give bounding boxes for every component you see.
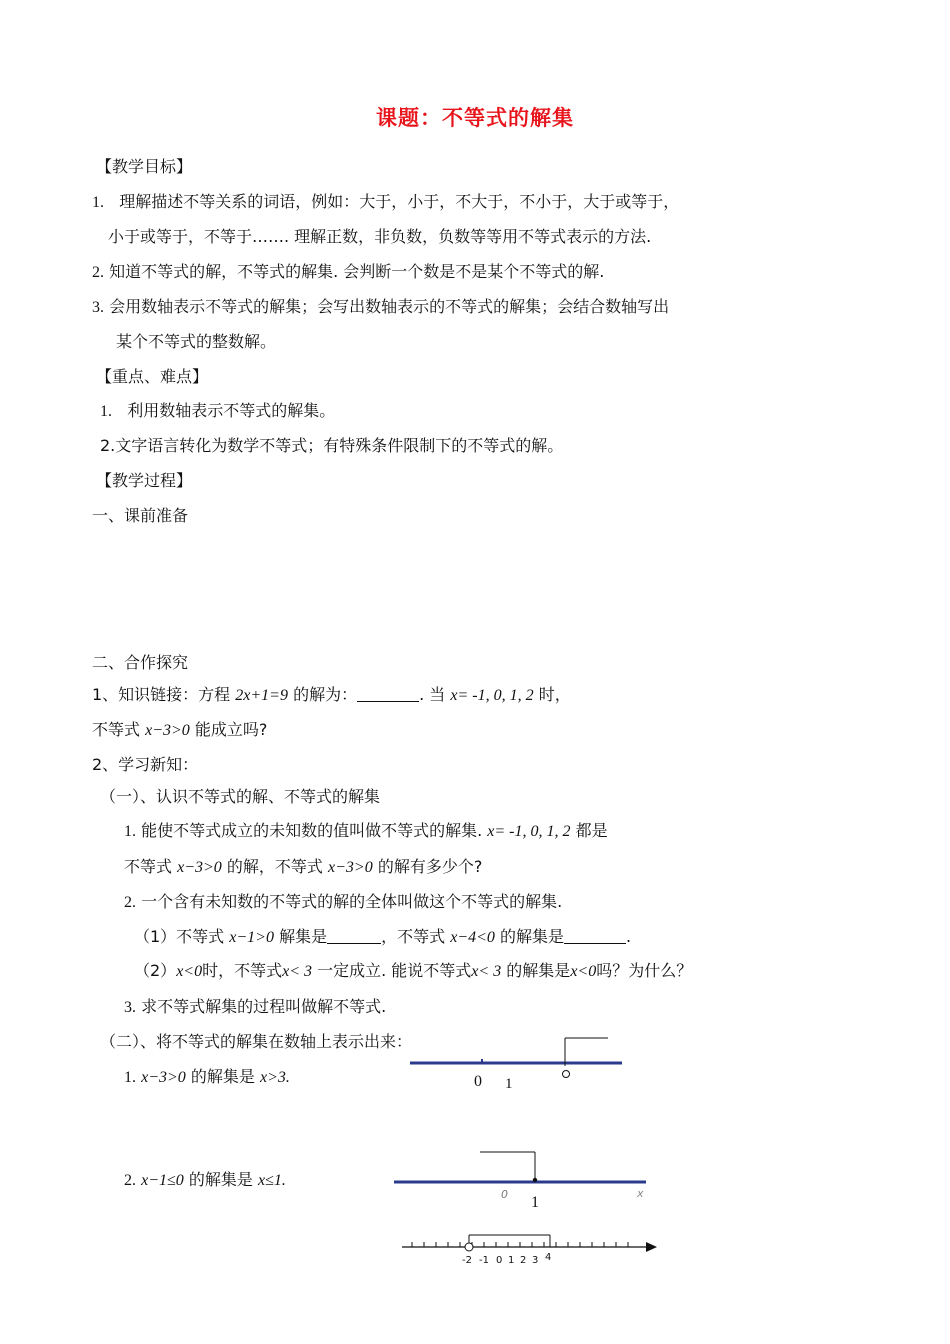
definition-3-line — [124, 996, 386, 1019]
goal-2-line — [92, 261, 604, 284]
definition-1-line-b — [124, 856, 482, 879]
definition-2-line — [124, 891, 562, 914]
heading-goals: 【教学目标】 — [96, 157, 193, 176]
question-1-solution-label-2: 的解集是 — [500, 927, 565, 946]
axis-3-label-1: 1 — [508, 1255, 515, 1266]
section-2-title: 二、合作探究 — [92, 653, 189, 672]
keypoint-1-number: 1. — [100, 403, 112, 420]
example-1-inequality: x−3>0 — [141, 1069, 186, 1086]
question-2-text-a: 时，不等式 — [202, 961, 283, 980]
definition-1-are: 都是 — [575, 821, 608, 840]
definition-1-text: 能使不等式成立的未知数的值叫做不等式的解集. — [141, 821, 483, 840]
goal-2-number: 2. — [92, 264, 104, 281]
x-values: x= -1, 0, 1, 2 — [450, 687, 534, 704]
example-1-number: 1. — [124, 1069, 136, 1086]
question-2-text-b: 一定成立. 能说不等式 — [317, 961, 472, 980]
learn-new-title: 2、学习新知： — [92, 755, 199, 774]
example-1-text: 的解集是 — [190, 1067, 255, 1086]
answer-blank-2[interactable] — [327, 927, 381, 944]
question-2-x-less-0: x<0 — [176, 963, 203, 980]
keypoint-1-line — [100, 400, 335, 423]
goal-1-text-a: 理解描述不等关系的词语，例如：大于，小于，不大于，不小于，大于或等于， — [119, 192, 680, 211]
definition-1-question: 的解有多少个? — [377, 857, 483, 876]
axis-2-label-x: x — [637, 1187, 644, 1200]
solution-prompt: 的解为： — [293, 685, 358, 704]
example-1-line — [124, 1066, 290, 1089]
axis-3-label-3: 3 — [532, 1255, 539, 1266]
can-hold-question: 能成立吗? — [194, 720, 268, 739]
definition-1-inequality-label: 不等式 — [124, 857, 173, 876]
part-2-title: （二）、将不等式的解集在数轴上表示出来： — [100, 1032, 413, 1051]
number-line-1 — [400, 1030, 640, 1100]
definition-2-text: 一个含有未知数的不等式的解的全体叫做这个不等式的解集. — [141, 892, 563, 911]
heading-process: 【教学过程】 — [96, 471, 193, 490]
goal-3-line-a — [92, 296, 669, 319]
question-2-x-less-0-b: x<0 — [570, 963, 597, 980]
question-2-inequality-2: x< 3 — [471, 963, 502, 980]
axis-3-label-2: 2 — [520, 1255, 527, 1266]
question-2-inequality: x< 3 — [282, 963, 313, 980]
axis-1-label-1: 1 — [505, 1076, 513, 1092]
definition-3-text: 求不等式解集的过程叫做解不等式. — [141, 997, 387, 1016]
definition-3-number: 3. — [124, 999, 136, 1016]
part-1-title: （一）、认识不等式的解、不等式的解集 — [100, 787, 381, 806]
axis-3-arrow — [646, 1242, 657, 1252]
question-1-inequality-2: x−4<0 — [450, 929, 495, 946]
heading-keypoints: 【重点、难点】 — [96, 367, 209, 386]
example-2-inequality: x−1≤0 — [141, 1172, 184, 1189]
question-1-label: （1）不等式 — [134, 927, 225, 946]
answer-blank-1[interactable] — [357, 685, 419, 702]
axis-2-label-1: 1 — [531, 1194, 539, 1211]
question-2-line — [134, 960, 692, 983]
example-1-solution: x>3. — [260, 1069, 290, 1086]
goal-2-text: 知道不等式的解，不等式的解集. 会判断一个数是不是某个不等式的解. — [109, 262, 605, 281]
knowledge-link-line — [92, 684, 571, 707]
axis-3-ticks — [412, 1242, 628, 1247]
equation: 2x+1=9 — [235, 687, 288, 704]
question-2-text-c: 的解集是 — [506, 961, 571, 980]
definition-1-inequality-2: x−3>0 — [328, 859, 373, 876]
inequality-x-minus-3: x−3>0 — [145, 722, 190, 739]
axis-3-label-neg1: -1 — [479, 1255, 489, 1266]
example-2-solution: x≤1. — [257, 1172, 286, 1189]
knowledge-link-line-b — [92, 719, 267, 742]
definition-1-solution-text: 的解，不等式 — [226, 857, 323, 876]
question-1-comma: ，不等式 — [381, 927, 446, 946]
definition-1-inequality: x−3>0 — [177, 859, 222, 876]
axis-3-open-circle — [465, 1243, 473, 1251]
question-1-period: . — [626, 927, 632, 946]
answer-blank-3[interactable] — [564, 927, 626, 944]
goal-3-number: 3. — [92, 299, 104, 316]
page-title: 课题：不等式的解集 — [376, 106, 574, 130]
axis-3-label-neg2: -2 — [462, 1255, 472, 1266]
number-line-3 — [398, 1228, 668, 1278]
question-2-why: 吗？为什么？ — [596, 961, 693, 980]
knowledge-link-label: 1、知识链接：方程 — [92, 685, 231, 704]
keypoint-1-text: 利用数轴表示不等式的解集。 — [127, 401, 336, 420]
goal-1-line-a — [92, 191, 679, 214]
definition-2-number: 2. — [124, 894, 136, 911]
axis-2-label-0: 0 — [501, 1188, 508, 1201]
axis-3-label-0: 0 — [496, 1255, 503, 1266]
definition-1-line-a — [124, 820, 608, 843]
keypoint-2-text: 2.文字语言转化为数学不等式；有特殊条件限制下的不等式的解。 — [100, 436, 564, 455]
inequality-label: 不等式 — [92, 720, 141, 739]
question-1-solution-label: 解集是 — [279, 927, 328, 946]
definition-1-x-values: x= -1, 0, 1, 2 — [487, 823, 571, 840]
question-2-label: （2） — [134, 961, 177, 980]
example-2-line — [124, 1169, 286, 1192]
number-line-2 — [390, 1146, 660, 1216]
definition-1-number: 1. — [124, 823, 136, 840]
section-1-title: 一、课前准备 — [92, 506, 189, 525]
axis-1-open-circle — [563, 1071, 570, 1078]
example-2-text: 的解集是 — [188, 1170, 253, 1189]
when-text: . 当 — [419, 685, 446, 704]
axis-3-label-4: 4 — [545, 1252, 552, 1263]
time-text: 时， — [538, 685, 571, 704]
goal-1-number: 1. — [92, 194, 104, 211]
goal-1-text-b: 小于或等于，不等于……. 理解正数，非负数，负数等等用不等式表示的方法. — [108, 227, 652, 246]
question-1-inequality: x−1>0 — [229, 929, 274, 946]
goal-3-text-a: 会用数轴表示不等式的解集；会写出数轴表示的不等式的解集；会结合数轴写出 — [109, 297, 670, 316]
axis-1-label-0: 0 — [474, 1073, 482, 1090]
example-2-number: 2. — [124, 1172, 136, 1189]
axis-2-solid-point — [533, 1178, 537, 1182]
goal-3-text-b: 某个不等式的整数解。 — [116, 332, 277, 351]
question-1-line — [134, 926, 631, 949]
